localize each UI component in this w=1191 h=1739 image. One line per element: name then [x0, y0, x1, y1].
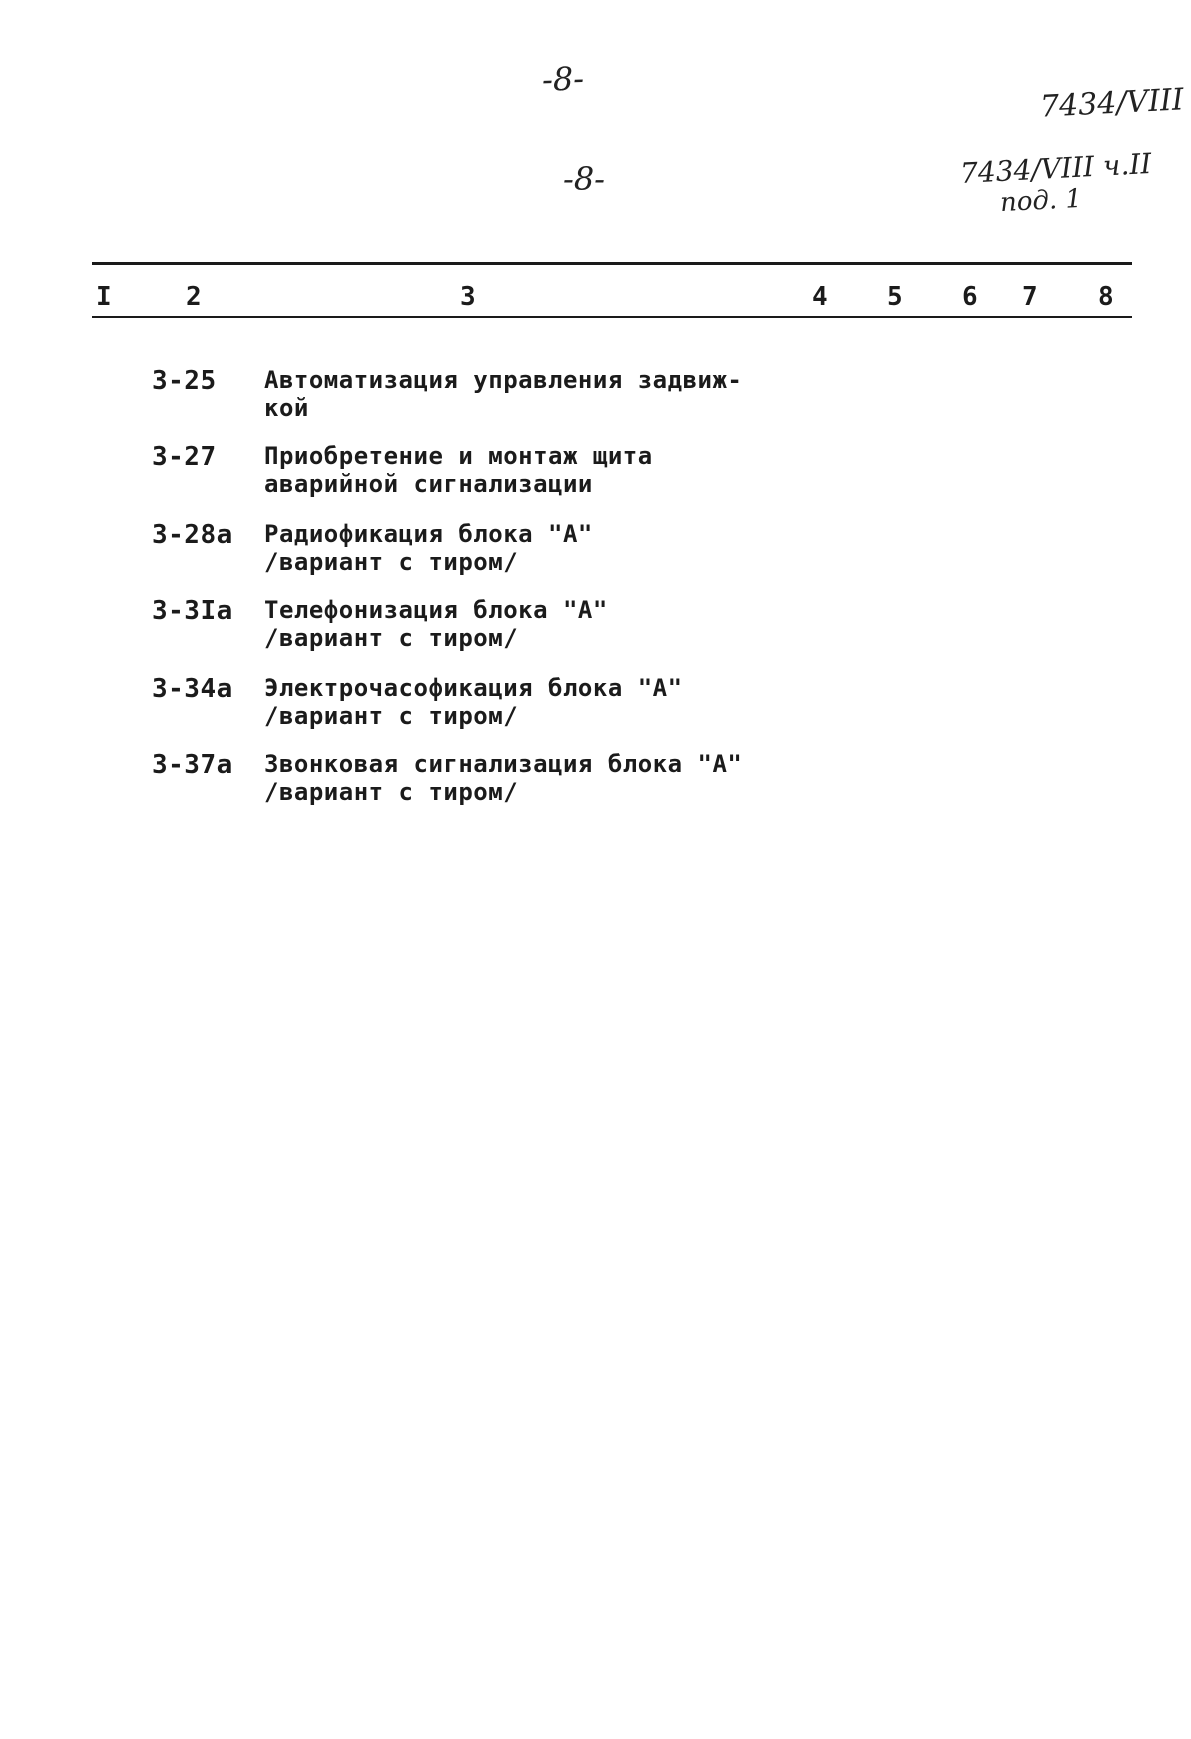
column-number-5: 5: [887, 282, 904, 312]
table-header-bottom-rule: [92, 316, 1132, 318]
row-description: Приобретение и монтаж щита аварийной сигнализации: [264, 442, 653, 498]
row-code: 3-34а: [152, 674, 233, 704]
column-number-7: 7: [1022, 282, 1039, 312]
handwritten-page-number: -8-: [541, 59, 585, 99]
row-description: Автоматизация управления задвиж- кой: [264, 366, 743, 422]
archive-code-second: 7434/VIII ч.II: [959, 147, 1153, 190]
row-description: Электрочасофикация блока "А" /вариант с тиром/: [264, 674, 683, 730]
row-description: Радиофикация блока "А" /вариант с тиром/: [264, 520, 593, 576]
archive-code-sub: под. 1: [999, 183, 1083, 219]
row-code: 3-37а: [152, 750, 233, 780]
table-top-rule: [92, 262, 1132, 265]
typed-page-number: -8-: [563, 160, 605, 198]
column-number-8: 8: [1098, 282, 1115, 312]
row-description: Звонковая сигнализация блока "А" /вариант с тиром/: [264, 750, 743, 806]
column-number-6: 6: [962, 282, 979, 312]
row-code: 3-3Iа: [152, 596, 233, 626]
row-code: 3-27: [152, 442, 217, 472]
archive-code-top: 7434/VIII: [1039, 82, 1185, 125]
row-code: 3-28а: [152, 520, 233, 550]
row-description: Телефонизация блока "А" /вариант с тиром/: [264, 596, 608, 652]
column-number-1: I: [96, 282, 113, 312]
column-number-4: 4: [812, 282, 829, 312]
column-number-3: 3: [460, 282, 477, 312]
column-number-2: 2: [186, 282, 203, 312]
row-code: 3-25: [152, 366, 217, 396]
